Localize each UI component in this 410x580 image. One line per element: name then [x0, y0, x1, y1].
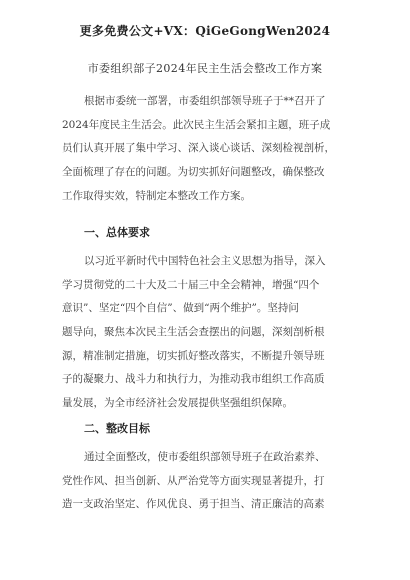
paragraph-line: 子的凝聚力、战斗力和执行力，为推动我市组织工作高质 — [62, 373, 325, 386]
paragraph-line: 根据市委统一部署，市委组织部领导班子于**召开了 — [84, 95, 326, 107]
header-banner: 更多免费公文+VX：QiGeGongWen2024 — [79, 24, 331, 38]
paragraph-line: 工作取得实效，特制定本整改工作方案。 — [62, 189, 251, 202]
paragraph-line: 2024年度民主生活会。此次民主生活会紧扣主题，班子成 — [62, 118, 331, 131]
paragraph-line: 源，精准制定措施，切实抓好整改落实，不断提升领导班 — [62, 349, 325, 362]
paragraph-line: 意识”、坚定“四个自信”、做到“两个维护”。坚持问 — [62, 302, 299, 315]
paragraph-line: 党性作风、担当创新、从严治党等方面实现显著提升，打 — [62, 474, 325, 487]
section-heading: 一、总体要求 — [84, 226, 150, 239]
intro-paragraph — [62, 90, 354, 208]
paragraph-line: 题导向，聚焦本次民主生活会查摆出的问题，深刻剖析根 — [62, 326, 325, 339]
paragraph-line: 通过全面整改，使市委组织部领导班子在政治素养、 — [84, 451, 326, 463]
section-heading: 二、整改目标 — [84, 422, 150, 435]
document-title: 市委组织部子2024年民主生活会整改工作方案 — [87, 62, 323, 75]
paragraph-line: 造一支政治坚定、作风优良、勇于担当、清正廉洁的高素 — [62, 498, 325, 511]
paragraph-line: 以习近平新时代中国特色社会主义思想为指导，深入 — [84, 255, 326, 267]
paragraph-line: 量发展，为全市经济社会发展提供坚强组织保障。 — [62, 397, 293, 410]
paragraph-line: 全面梳理了存在的问题。为切实抓好问题整改，确保整改 — [62, 166, 325, 179]
paragraph-line: 员们认真开展了集中学习、深入谈心谈话、深刻检视剖析， — [62, 142, 335, 155]
paragraph-line: 学习贯彻党的二十大及二十届三中全会精神，增强“四个 — [62, 278, 320, 291]
section1-paragraph — [62, 250, 354, 416]
section2-paragraph — [62, 446, 354, 517]
